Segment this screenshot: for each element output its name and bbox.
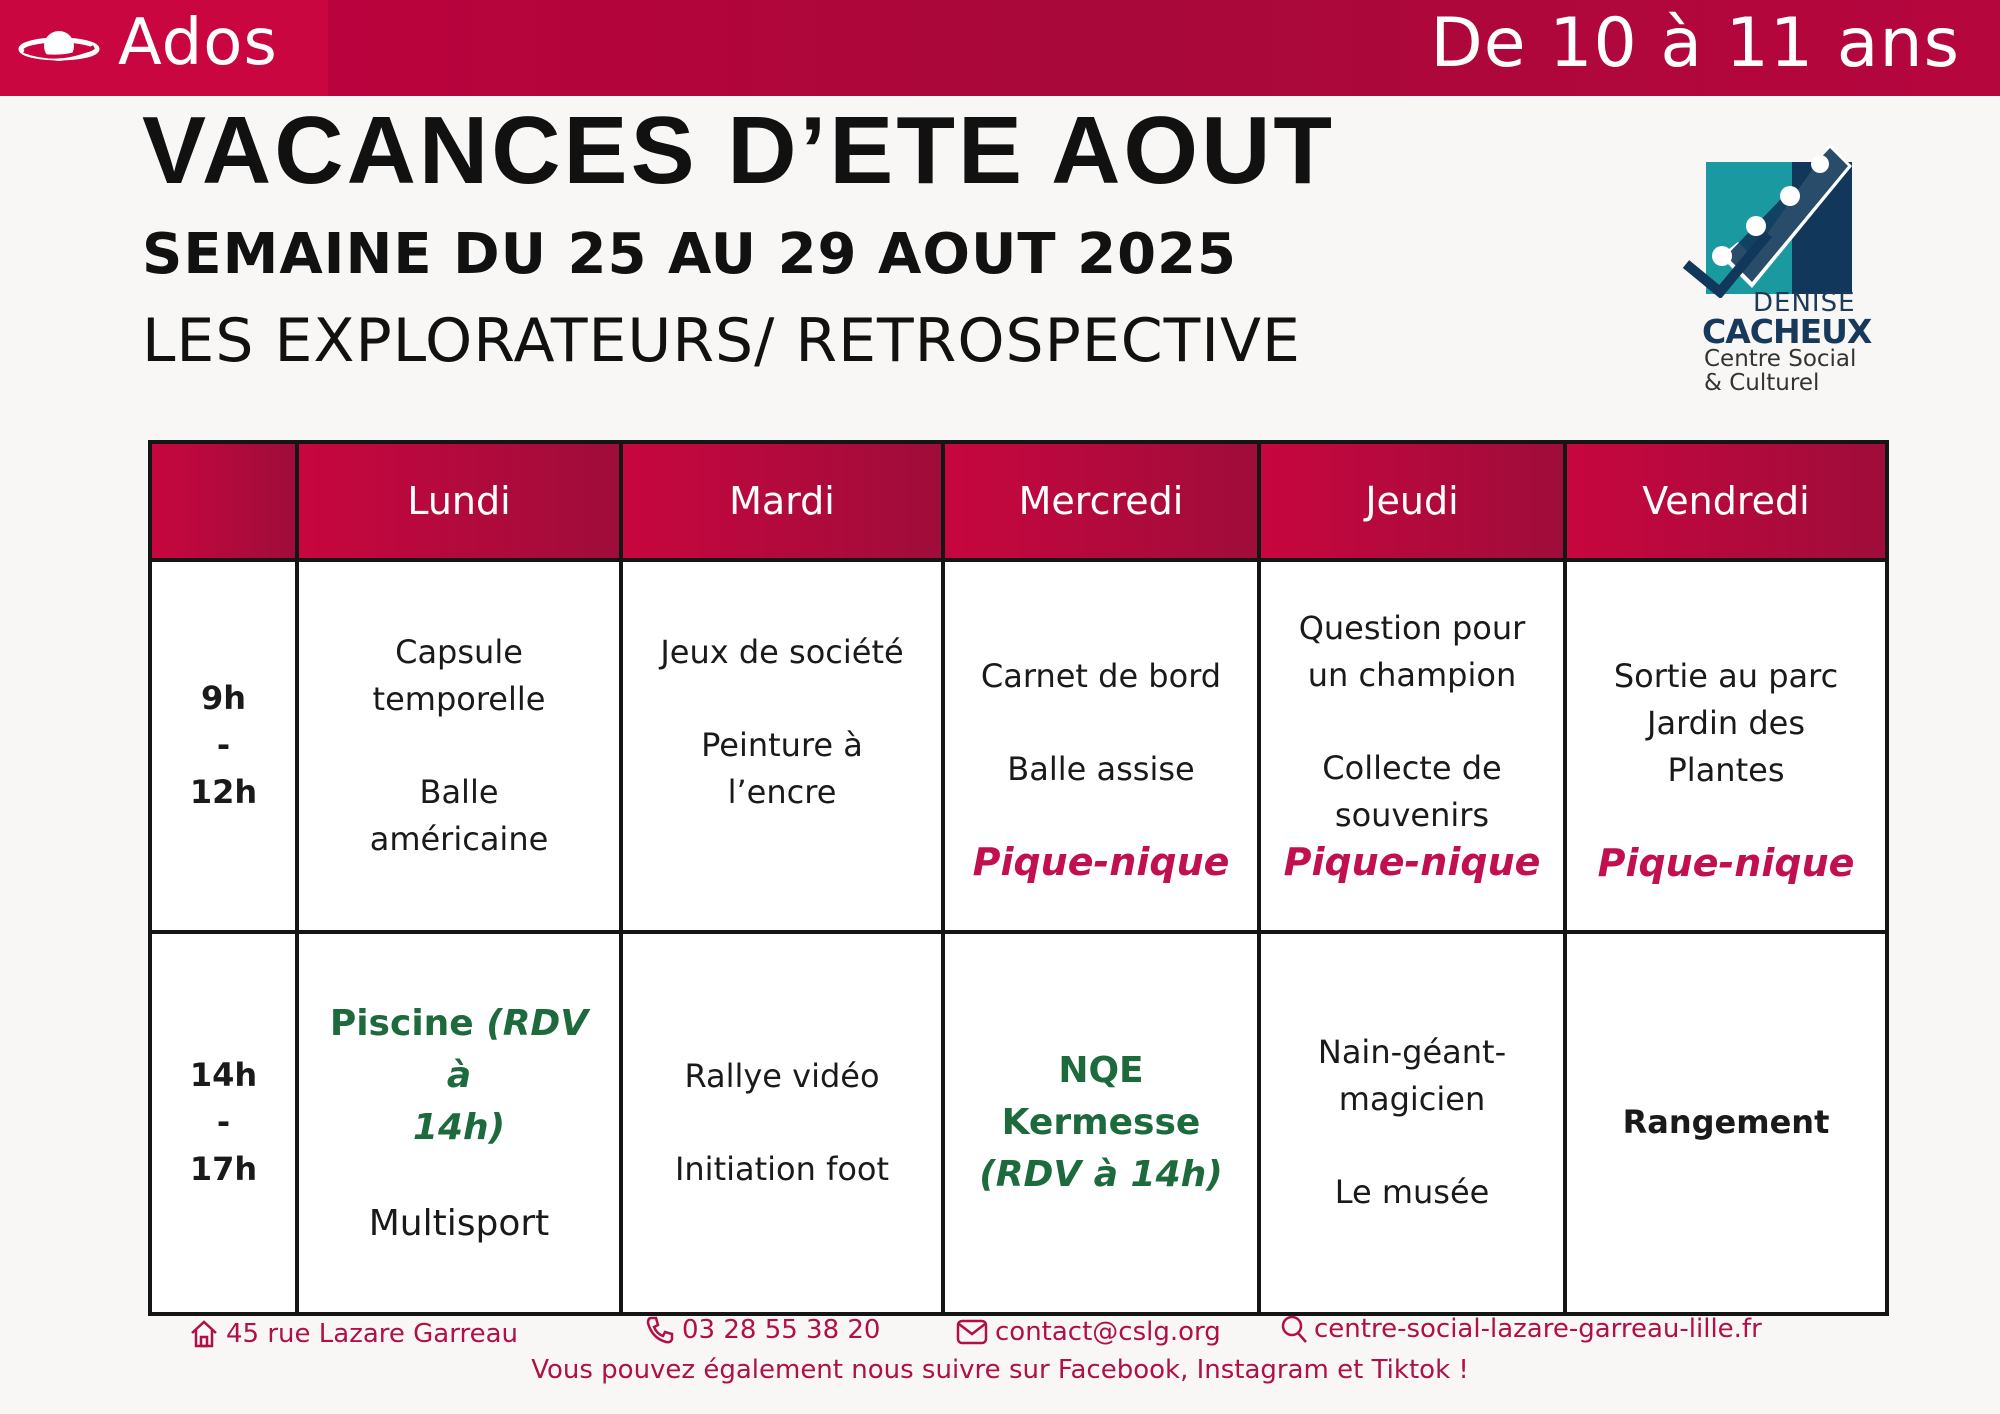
activity-line: Rangement [1622, 1103, 1830, 1142]
activity-line: Rallye vidéo [684, 1056, 880, 1095]
activity-line: Capsule [395, 632, 523, 671]
morning-sep: - [216, 726, 231, 765]
day-header-mercredi: Mercredi [943, 442, 1259, 560]
email-text[interactable]: contact@cslg.org [995, 1317, 1221, 1347]
activity-line: Multisport [368, 1203, 550, 1245]
highlight-activity: Kermesse [1001, 1101, 1201, 1143]
activity-line: Nain-géant- [1317, 1033, 1507, 1072]
vendredi-morning-cell [1565, 560, 1887, 932]
activity-line: Balle assise [1007, 750, 1195, 789]
activity-line: temporelle [372, 679, 546, 718]
activity-line: Jardin des [1647, 703, 1805, 742]
vendredi-afternoon-cell [1565, 932, 1887, 1314]
morning-time-cell [150, 560, 297, 932]
website-item[interactable] [1280, 1314, 1762, 1344]
activity-line: Balle [419, 772, 499, 811]
activity-line: Collecte de [1322, 749, 1502, 788]
logo-line2: CACHEUX [1702, 312, 1872, 351]
activity-line: Carnet de bord [980, 657, 1222, 696]
highlight-note: (RDV à 14h) [979, 1153, 1223, 1195]
picnic-label: Pique-nique [1597, 840, 1855, 885]
afternoon-row [150, 932, 1887, 1314]
address-text: 45 rue Lazare Garreau [226, 1319, 518, 1349]
afternoon-time-cell [150, 932, 297, 1314]
activity-line: Sortie au parc [1613, 656, 1839, 695]
social-note: Vous pouvez également nous suivre sur Facebook, Instagram et Tiktok ! [531, 1355, 1469, 1385]
activity-line: un champion [1307, 656, 1517, 695]
highlight-activity-2 [313, 1102, 605, 1154]
age-range: De 10 à 11 ans [1430, 4, 1960, 83]
email-item[interactable] [955, 1317, 1221, 1347]
phone-icon [644, 1314, 676, 1346]
corner-cell [150, 442, 297, 560]
activity-line: l’encre [727, 773, 837, 812]
page-title: VACANCES D’ETE AOUT [142, 97, 1336, 204]
audience-badge [0, 0, 328, 96]
phone-text[interactable]: 03 28 55 38 20 [682, 1315, 881, 1345]
logo-line1: DENISE [1753, 288, 1856, 318]
activity-line: Initiation foot [674, 1149, 890, 1188]
logo-line3: Centre Social [1704, 346, 1857, 372]
morning-start: 9h [200, 679, 247, 718]
mardi-morning-cell [621, 560, 943, 932]
highlight-activity: NQE [1058, 1049, 1144, 1091]
search-icon [1280, 1314, 1308, 1344]
picnic-label: Pique-nique [1283, 840, 1541, 885]
centre-logo [1680, 138, 1872, 398]
theme-subtitle: LES EXPLORATEURS/ RETROSPECTIVE [142, 306, 1301, 376]
activity-line: magicien [1338, 1080, 1486, 1119]
top-banner [0, 0, 2000, 96]
jeudi-afternoon-cell [1259, 932, 1565, 1314]
activity-line: américaine [369, 819, 549, 858]
picnic-label: Pique-nique [972, 840, 1230, 885]
activity-line: Question pour [1298, 609, 1526, 648]
mardi-afternoon-cell [621, 932, 943, 1314]
mercredi-morning-cell [943, 560, 1259, 932]
contact-footer [0, 1314, 2000, 1358]
mercredi-afternoon-cell [943, 932, 1259, 1314]
day-header-mardi: Mardi [621, 442, 943, 560]
activity-line: Peinture à [701, 726, 863, 765]
activity-line: Jeux de société [660, 633, 904, 672]
phone-item[interactable] [644, 1314, 880, 1346]
activity-line: Le musée [1334, 1173, 1490, 1212]
mail-icon [955, 1317, 989, 1347]
day-header-vendredi: Vendredi [1565, 442, 1887, 560]
highlight-note-2: 14h) [412, 1107, 506, 1149]
logo-mark-icon [1680, 138, 1865, 298]
header-row [150, 442, 1887, 560]
address-item [188, 1318, 518, 1350]
morning-row [150, 560, 1887, 932]
highlight-note: (RDV à [446, 1003, 589, 1097]
lundi-afternoon-cell [297, 932, 621, 1314]
activity-line: souvenirs [1334, 796, 1490, 835]
website-text[interactable]: centre-social-lazare-garreau-lille.fr [1314, 1314, 1762, 1344]
audience-label: Ados [118, 6, 278, 80]
lundi-morning-cell [297, 560, 621, 932]
week-subtitle: SEMAINE DU 25 AU 29 AOUT 2025 [142, 222, 1237, 287]
home-icon [188, 1318, 220, 1350]
schedule-table [148, 440, 1889, 1316]
logo-line4: & Culturel [1704, 370, 1820, 396]
jeudi-morning-cell [1259, 560, 1565, 932]
planet-icon [18, 26, 100, 72]
highlight-main: Piscine [329, 1003, 487, 1045]
highlight-activity [313, 998, 605, 1102]
day-header-lundi: Lundi [297, 442, 621, 560]
afternoon-start: 14h [189, 1056, 258, 1095]
afternoon-end: 17h [189, 1150, 258, 1189]
activity-line: Plantes [1667, 750, 1785, 789]
afternoon-sep: - [216, 1103, 231, 1142]
morning-end: 12h [189, 773, 258, 812]
day-header-jeudi: Jeudi [1259, 442, 1565, 560]
